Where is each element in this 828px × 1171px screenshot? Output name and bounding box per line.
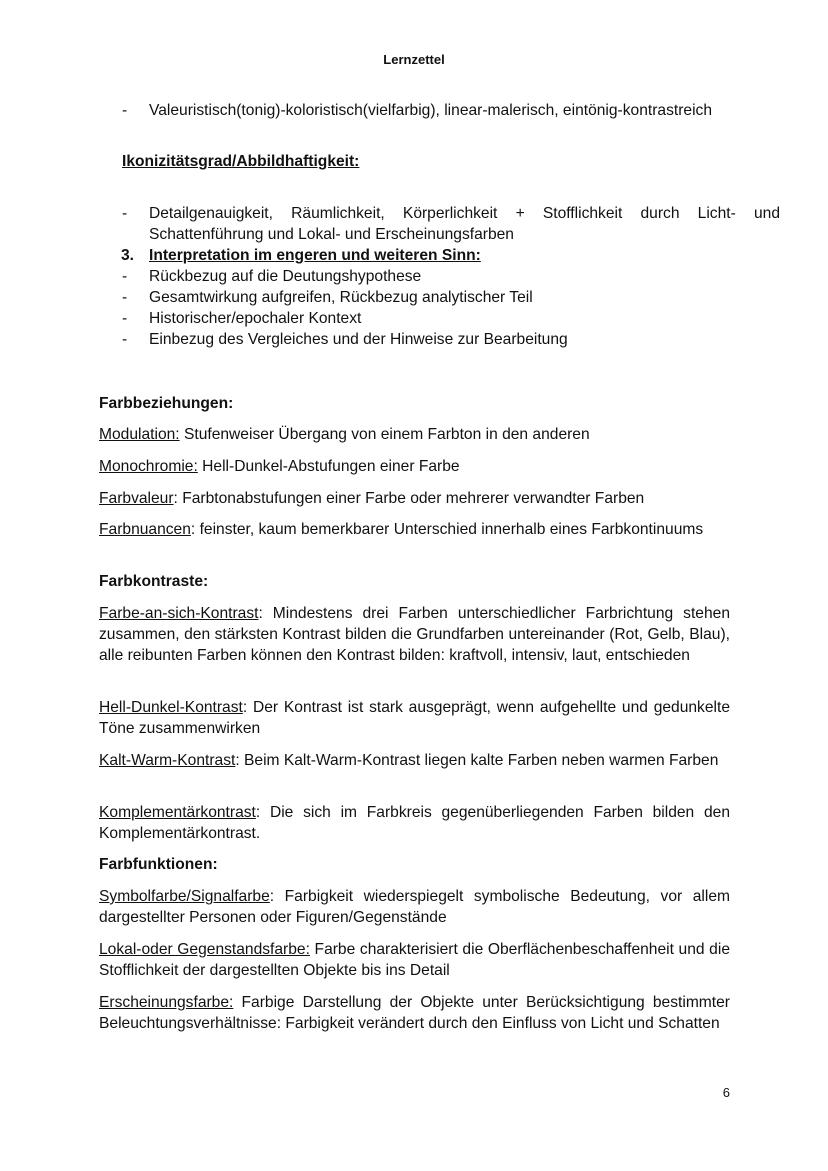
bullet-text: Gesamtwirkung aufgreifen, Rückbezug analytischer Teil xyxy=(149,289,533,306)
bullet-item xyxy=(99,308,730,329)
definition-term: Monochromie: xyxy=(99,458,198,475)
definition-paragraph xyxy=(99,697,730,739)
definition-text: Farbige Darstellung der Objekte unter Berücksichtigung bestimmter Beleuchtungsverhältnisse: Farbigkeit verändert durch den Einfluss von Licht und Schatten xyxy=(99,994,730,1032)
definition-paragraph xyxy=(99,886,730,928)
bullet-item xyxy=(99,203,780,245)
definition-term: Komplementärkontrast xyxy=(99,804,256,821)
bullet-text: Rückbezug auf die Deutungshypothese xyxy=(149,268,422,285)
definition-term: Symbolfarbe/Signalfarbe xyxy=(99,888,270,905)
section-interpretation xyxy=(99,245,730,350)
definition-term: Farbnuancen xyxy=(99,521,191,538)
section-heading: Ikonizitätsgrad/Abbildhaftigkeit: xyxy=(122,153,360,170)
bullet-dash: - xyxy=(122,289,128,306)
definition-term: Modulation: xyxy=(99,426,180,443)
definition-text: : Farbigkeit wiederspiegelt symbolische Bedeutung, vor allem dargestellter Personen oder Figuren/Gegenstände xyxy=(99,888,730,926)
bullet-dash: - xyxy=(122,102,128,119)
definition-term: Lokal-oder Gegenstandsfarbe: xyxy=(99,941,310,958)
bullet-dash: - xyxy=(122,205,128,222)
heading-farbkontraste: Farbkontraste: xyxy=(99,573,209,590)
section-heading: Interpretation im engeren und weiteren Sinn: xyxy=(149,247,481,264)
bullet-item xyxy=(99,100,780,121)
definition-term: Kalt-Warm-Kontrast xyxy=(99,752,236,769)
definition-text: : feinster, kaum bemerkbarer Unterschied innerhalb eines Farbkontinuums xyxy=(190,521,704,538)
numbered-heading xyxy=(99,245,730,266)
definition-paragraph xyxy=(99,939,730,981)
definition-text: : Mindestens drei Farben unterschiedlicher Farbrichtung stehen zusammen, den stärksten Kontrast bilden die Grundfarben untereinander (Rot, Gelb, Blau), alle reibunten Farben können den Kontrast bilden: kraftvoll, intensiv, laut, entschieden xyxy=(99,605,730,664)
definition-term: Farbe-an-sich-Kontrast xyxy=(99,605,259,622)
definition-text: : Beim Kalt-Warm-Kontrast liegen kalte Farben neben warmen Farben xyxy=(235,752,719,769)
definition-paragraph xyxy=(99,456,730,477)
definition-paragraph xyxy=(99,750,730,771)
definition-paragraph xyxy=(99,424,730,445)
heading-farbfunktionen: Farbfunktionen: xyxy=(99,856,218,873)
definition-text: Hell-Dunkel-Abstufungen einer Farbe xyxy=(197,458,460,475)
bullet-item xyxy=(99,329,730,350)
definition-paragraph xyxy=(99,802,730,844)
definition-paragraph xyxy=(99,603,730,666)
definition-text: : Der Kontrast ist stark ausgeprägt, wenn aufgehellte und gedunkelte Töne zusammenwirken xyxy=(99,699,730,737)
page-header: Lernzettel xyxy=(383,52,445,67)
bullet-text: Einbezug des Vergleiches und der Hinweise zur Bearbeitung xyxy=(149,331,568,348)
section-ikonizitaet xyxy=(99,151,730,172)
definition-text: : Farbtonabstufungen einer Farbe oder mehrerer verwandter Farben xyxy=(173,490,645,507)
bullet-item xyxy=(99,287,730,308)
definition-term: Erscheinungsfarbe: xyxy=(99,994,234,1011)
definition-paragraph xyxy=(99,488,730,509)
definition-paragraph xyxy=(99,519,730,540)
heading-farbbeziehungen: Farbbeziehungen: xyxy=(99,395,234,412)
bullet-text: Detailgenauigkeit, Räumlichkeit, Körperlichkeit + Stofflichkeit durch Licht- und Schattenführung und Lokal- und Erscheinungsfarben xyxy=(149,205,780,243)
definition-text: Farbe charakterisiert die Oberflächenbeschaffenheit und die Stofflichkeit der dargestellten Objekte bis ins Detail xyxy=(99,941,730,979)
heading-number: 3. xyxy=(121,247,135,264)
definition-term: Farbvaleur xyxy=(99,490,174,507)
definition-text: : Die sich im Farbkreis gegenüberliegenden Farben bilden den Komplementärkontrast. xyxy=(99,804,730,842)
definition-term: Hell-Dunkel-Kontrast xyxy=(99,699,243,716)
bullet-dash: - xyxy=(122,310,128,327)
definition-paragraph xyxy=(99,992,730,1034)
definition-text: Stufenweiser Übergang von einem Farbton in den anderen xyxy=(179,426,590,443)
bullet-dash: - xyxy=(122,268,128,285)
bullet-item xyxy=(99,266,730,287)
page-number: 6 xyxy=(722,1085,730,1100)
bullet-text: Valeuristisch(tonig)-koloristisch(vielfarbig), linear-malerisch, eintönig-kontrastreich xyxy=(149,102,713,119)
bullet-dash: - xyxy=(122,331,128,348)
bullet-text: Historischer/epochaler Kontext xyxy=(149,310,362,327)
